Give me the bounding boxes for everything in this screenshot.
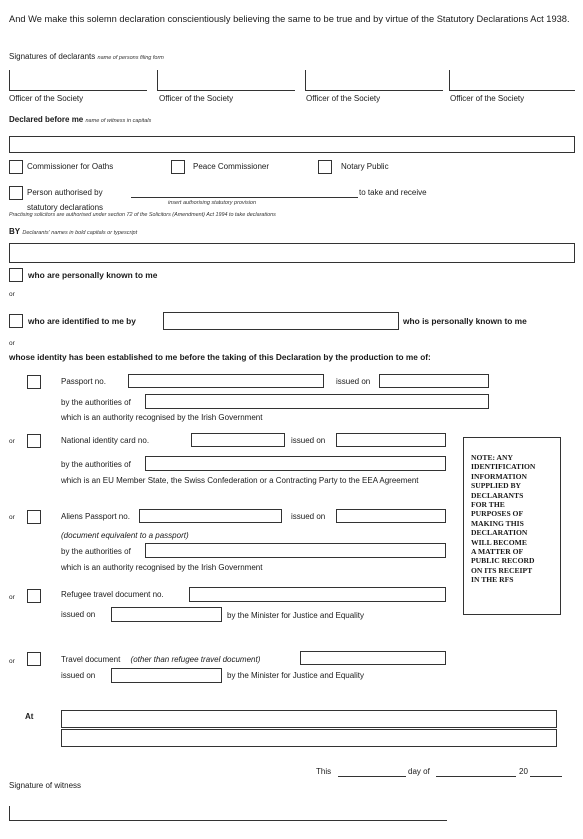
- passport-number-input[interactable]: [128, 374, 324, 388]
- note-line: FOR THE: [471, 500, 505, 510]
- aliens-passport-recognised-text: which is an authority recognised by the Irish Government: [61, 563, 263, 572]
- note-line: NOTE: ANY: [471, 453, 513, 462]
- signatures-hint: name of persons filing form: [97, 55, 164, 61]
- personally-known-label: who are personally known to me: [28, 270, 158, 280]
- national-id-number-input[interactable]: [191, 433, 285, 447]
- or-5: or: [9, 594, 15, 601]
- date-this-label: This: [316, 767, 332, 776]
- identified-known-label: who is personally known to me: [403, 316, 527, 326]
- or-1: or: [9, 291, 15, 298]
- national-id-recognised-text: which is an EU Member State, the Swiss Confederation or a Contracting Party to the EEA Agreement: [61, 476, 419, 485]
- note-box: [463, 437, 561, 615]
- witness-signature-field[interactable]: [9, 806, 447, 821]
- note-line: PURPOSES OF: [471, 509, 524, 519]
- travel-doc-checkbox[interactable]: [27, 652, 41, 666]
- passport-label: Passport no.: [61, 377, 106, 386]
- note-line: IDENTIFICATION: [471, 462, 536, 472]
- signatures-label: Signatures of declarants: [9, 52, 96, 61]
- passport-issued-label: issued on: [336, 377, 371, 386]
- take-receive-label: to take and receive: [359, 188, 427, 197]
- aliens-passport-label: Aliens Passport no.: [61, 512, 130, 521]
- or-4: or: [9, 514, 15, 521]
- witness-signature-label: Signature of witness: [9, 781, 82, 790]
- aliens-passport-authorities-input[interactable]: [145, 543, 446, 558]
- signature-field-1[interactable]: [9, 70, 147, 91]
- aliens-passport-issued-label: issued on: [291, 512, 326, 521]
- refugee-issued-input[interactable]: [111, 607, 222, 622]
- note-line: A MATTER OF: [471, 547, 524, 557]
- provision-hint: insert authorising statutory provision: [168, 200, 257, 206]
- statutory-declarations-label: statutory declarations: [27, 203, 104, 212]
- national-id-issued-input[interactable]: [336, 433, 446, 447]
- travel-doc-row: [61, 655, 260, 665]
- national-id-authorities-input[interactable]: [145, 456, 446, 471]
- travel-doc-issued-label: issued on: [61, 671, 96, 680]
- identity-established-label: whose identity has been established to me before the taking of this Declaration by the production to me of:: [9, 352, 431, 362]
- witness-name-input[interactable]: [9, 136, 575, 153]
- travel-doc-minister-text: by the Minister for Justice and Equality: [227, 671, 364, 680]
- note-line: DECLARATION: [471, 528, 528, 538]
- note-line: WILL BECOME: [471, 537, 527, 547]
- provision-line[interactable]: [131, 197, 358, 198]
- or-2: or: [9, 340, 15, 347]
- or-3: or: [9, 438, 15, 445]
- solicitor-note: Practising solicitors are authorised under section 72 of the Solicitors (Amendment) Act 1994 to take declarations: [9, 212, 276, 218]
- by-label: BY: [9, 227, 21, 236]
- notary-label: Notary Public: [341, 162, 389, 171]
- by-hint: Declarants' names in bold capitals or typescript: [22, 230, 138, 236]
- national-id-checkbox[interactable]: [27, 434, 41, 448]
- at-label: At: [25, 712, 34, 721]
- or-6: or: [9, 658, 15, 665]
- signature-field-4[interactable]: [449, 70, 575, 91]
- aliens-passport-equivalent-text: (document equivalent to a passport): [61, 531, 189, 540]
- passport-issued-input[interactable]: [379, 374, 489, 388]
- passport-authorities-label: by the authorities of: [61, 398, 131, 407]
- refugee-checkbox[interactable]: [27, 589, 41, 603]
- declaration-text: And We make this solemn declaration conscientiously believing the same to be true and by virtue of the Statutory Declarations Act 1938.: [9, 14, 570, 24]
- note-line: PUBLIC RECORD: [471, 556, 535, 566]
- month-line[interactable]: [436, 776, 516, 777]
- travel-doc-issued-input[interactable]: [111, 668, 222, 683]
- aliens-passport-number-input[interactable]: [139, 509, 282, 523]
- passport-checkbox[interactable]: [27, 375, 41, 389]
- officer-label-1: Officer of the Society: [9, 94, 84, 103]
- note-line: IN THE RFS: [471, 575, 514, 585]
- year-line[interactable]: [530, 776, 562, 777]
- peace-commissioner-checkbox[interactable]: [171, 160, 185, 174]
- note-line: MAKING THIS: [471, 518, 524, 528]
- officer-label-2: Officer of the Society: [159, 94, 234, 103]
- note-line: SUPPLIED BY: [471, 481, 522, 491]
- note-line: INFORMATION: [471, 471, 527, 481]
- national-id-authorities-label: by the authorities of: [61, 460, 131, 469]
- note-line: ON ITS RECEIPT: [471, 565, 533, 575]
- travel-doc-number-input[interactable]: [300, 651, 446, 665]
- national-id-issued-label: issued on: [291, 436, 326, 445]
- personally-known-checkbox[interactable]: [9, 268, 23, 282]
- commissioner-label: Commissioner for Oaths: [27, 162, 114, 171]
- declarants-names-input[interactable]: [9, 243, 575, 263]
- refugee-minister-text: by the Minister for Justice and Equality: [227, 611, 364, 620]
- note-line: DECLARANTS: [471, 490, 524, 500]
- date-day-of-label: day of: [408, 767, 430, 776]
- at-input-1[interactable]: [61, 710, 557, 728]
- officer-label-3: Officer of the Society: [306, 94, 381, 103]
- person-authorised-checkbox[interactable]: [9, 186, 23, 200]
- travel-doc-label: Travel document: [61, 655, 121, 664]
- passport-recognised-text: which is an authority recognised by the Irish Government: [61, 413, 263, 422]
- day-line[interactable]: [338, 776, 406, 777]
- aliens-passport-authorities-label: by the authorities of: [61, 547, 131, 556]
- officer-label-4: Officer of the Society: [450, 94, 525, 103]
- person-authorised-label: Person authorised by: [27, 188, 103, 197]
- travel-doc-qualifier: (other than refugee travel document): [130, 655, 261, 664]
- refugee-issued-label: issued on: [61, 610, 96, 619]
- notary-checkbox[interactable]: [318, 160, 332, 174]
- signature-field-3[interactable]: [305, 70, 443, 91]
- at-input-2[interactable]: [61, 729, 557, 747]
- date-year-label: 20: [519, 767, 528, 776]
- declared-before-hint: name of witness in capitals: [85, 118, 152, 124]
- identifier-name-input[interactable]: [163, 312, 399, 330]
- by-row: [9, 227, 137, 237]
- declared-before-row: [9, 115, 151, 125]
- commissioner-checkbox[interactable]: [9, 160, 23, 174]
- aliens-passport-issued-input[interactable]: [336, 509, 446, 523]
- identified-by-checkbox[interactable]: [9, 314, 23, 328]
- national-id-label: National identity card no.: [61, 436, 150, 445]
- aliens-passport-checkbox[interactable]: [27, 510, 41, 524]
- declared-before-label: Declared before me: [9, 115, 84, 124]
- refugee-number-input[interactable]: [189, 587, 446, 602]
- signatures-label-row: [9, 52, 164, 62]
- signature-field-2[interactable]: [157, 70, 295, 91]
- identified-by-label: who are identified to me by: [28, 316, 136, 326]
- refugee-label: Refugee travel document no.: [61, 590, 164, 599]
- peace-commissioner-label: Peace Commissioner: [193, 162, 270, 171]
- passport-authorities-input[interactable]: [145, 394, 489, 409]
